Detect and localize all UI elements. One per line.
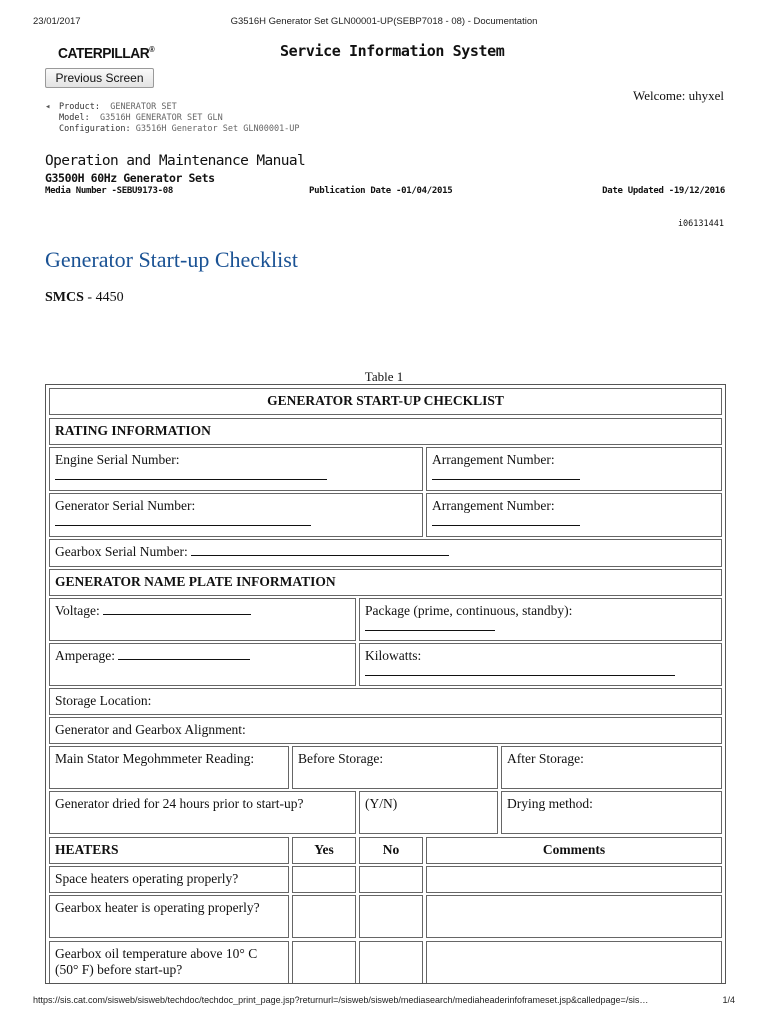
brand-row [58,42,728,64]
page-url: https://sis.cat.com/sisweb/sisweb/techdoc/techdoc_print_page.jsp?returnurl=/sisweb/sisweb/mediasearch/mediaheaderinfoframeset.jsp&calledpage=/sis… [33,995,649,1005]
configuration-label: Configuration: [59,124,131,134]
voltage-cell[interactable]: Voltage: [49,598,356,641]
amperage-cell[interactable]: Amperage: [49,643,356,686]
table-header: GENERATOR START-UP CHECKLIST [49,388,722,415]
page-title: Generator Start-up Checklist [45,247,298,272]
page-number: 1/4 [722,995,735,1005]
date-updated: Date Updated -19/12/2016 [602,186,725,196]
caterpillar-logo: CATERPILLAR® [58,45,155,62]
configuration-value: G3516H Generator Set GLN00001-UP [135,124,300,134]
previous-screen-button[interactable]: Previous Screen [45,68,154,88]
storage-location-cell[interactable]: Storage Location: [49,688,722,715]
space-heaters-comments-cell[interactable] [426,866,722,893]
generator-dried-cell: Generator dried for 24 hours prior to start-up? [49,791,356,834]
yes-header: Yes [292,837,356,864]
kilowatts-cell[interactable]: Kilowatts: [359,643,722,686]
manual-info-line [45,186,725,198]
gearbox-oil-no-cell[interactable] [359,941,423,984]
product-value: GENERATOR SET [110,102,177,112]
gearbox-serial-cell[interactable]: Gearbox Serial Number: [49,539,722,567]
space-heaters-no-cell[interactable] [359,866,423,893]
manual-subtitle: G3500H 60Hz Generator Sets [45,171,215,185]
no-header: No [359,837,423,864]
rating-section-header: RATING INFORMATION [49,418,722,445]
model-label: Model: [59,113,90,123]
model-value: G3516H GENERATOR SET GLN [99,113,223,123]
welcome-text: Welcome: uhyxel [632,88,724,103]
gearbox-oil-temp-cell: Gearbox oil temperature above 10° C (50° F) before start-up? [49,941,289,984]
heaters-header: HEATERS [49,837,289,864]
megohmmeter-reading-cell: Main Stator Megohmmeter Reading: [49,746,289,789]
comments-header: Comments [426,837,722,864]
print-footer [33,995,735,1007]
product-label: Product: [59,102,100,112]
gearbox-heater-yes-cell[interactable] [292,895,356,938]
nameplate-section-header: GENERATOR NAME PLATE INFORMATION [49,569,722,596]
table-caption: Table 1 [364,369,404,384]
print-title: G3516H Generator Set GLN00001-UP(SEBP7018 - 08) - Documentation [230,16,538,27]
package-cell[interactable]: Package (prime, continuous, standby): [359,598,722,641]
gearbox-heater-cell: Gearbox heater is operating properly? [49,895,289,938]
manual-title: Operation and Maintenance Manual [45,153,306,169]
smcs-code: SMCS - 4450 [45,290,124,305]
gearbox-oil-comments-cell[interactable] [426,941,722,984]
engine-serial-cell[interactable]: Engine Serial Number: [49,447,423,491]
system-title: Service Information System [280,42,505,60]
gearbox-heater-no-cell[interactable] [359,895,423,938]
gearbox-oil-yes-cell[interactable] [292,941,356,984]
space-heaters-cell: Space heaters operating properly? [49,866,289,893]
product-info [45,102,300,135]
publication-date: Publication Date -01/04/2015 [309,186,453,196]
after-storage-cell[interactable]: After Storage: [501,746,722,789]
dried-yn-cell[interactable]: (Y/N) [359,791,498,834]
alignment-cell[interactable]: Generator and Gearbox Alignment: [49,717,722,744]
startup-checklist-table [45,384,726,984]
generator-serial-cell[interactable]: Generator Serial Number: [49,493,423,537]
space-heaters-yes-cell[interactable] [292,866,356,893]
print-header [33,16,735,30]
gearbox-heater-comments-cell[interactable] [426,895,722,938]
before-storage-cell[interactable]: Before Storage: [292,746,498,789]
print-date: 23/01/2017 [33,16,81,27]
drying-method-cell[interactable]: Drying method: [501,791,722,834]
collapse-arrow-icon[interactable]: ◂ [45,102,51,112]
arrangement-number-cell-2[interactable]: Arrangement Number: [426,493,722,537]
arrangement-number-cell-1[interactable]: Arrangement Number: [426,447,722,491]
document-id: i06131441 [677,219,724,229]
media-number: Media Number -SEBU9173-08 [45,186,173,196]
